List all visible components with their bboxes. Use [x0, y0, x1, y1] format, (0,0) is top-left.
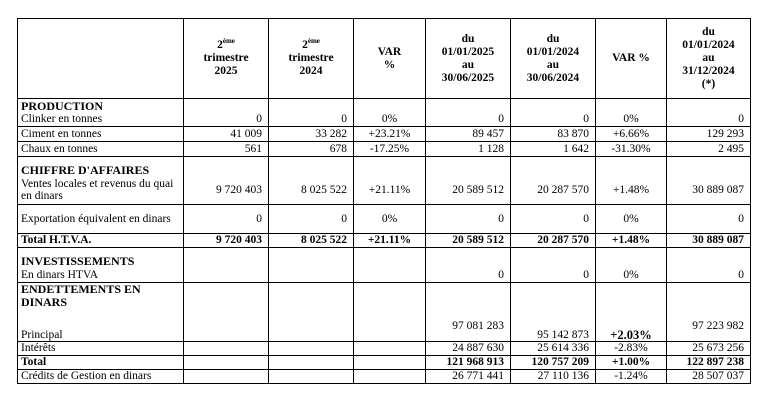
header-var-quarter: VAR % [354, 19, 426, 99]
cell-value: 0 [511, 205, 596, 234]
cell-value: 0 [269, 205, 354, 234]
cell-var: 0% [596, 205, 667, 234]
cell-value: 0 [667, 113, 751, 127]
header-q2-2025: 2ème trimestre 2025 [184, 19, 269, 99]
cell-value: 95 142 873 [511, 311, 596, 342]
cell-value: 122 897 238 [667, 356, 751, 370]
table-row [18, 127, 751, 142]
row-label: Total [18, 356, 184, 370]
cell-value: 8 025 522 [269, 177, 354, 205]
cell-value: 1 128 [426, 142, 511, 157]
row-label: Total H.T.V.A. [18, 234, 184, 248]
cell-value: 25 614 336 [511, 342, 596, 356]
cell-value: 0 [269, 113, 354, 127]
table-row [18, 177, 751, 205]
cell-value: 0 [511, 268, 596, 283]
cell-var: +1.00% [596, 356, 667, 370]
total-row [18, 356, 751, 370]
row-label: Crédits de Gestion en dinars [18, 370, 184, 384]
cell-value: 89 457 [426, 127, 511, 142]
table-row [18, 311, 751, 342]
cell-value: 9 720 403 [184, 177, 269, 205]
cell-value: 0 [426, 205, 511, 234]
cell-value: 83 870 [511, 127, 596, 142]
cell-value: 9 720 403 [184, 234, 269, 248]
table-row [18, 142, 751, 157]
cell-var: -17.25% [354, 142, 426, 157]
cell-value: 97 081 283 [426, 311, 511, 342]
header-q2-2024: 2ème trimestre 2024 [269, 19, 354, 99]
section-production [18, 99, 751, 113]
cell-value: 30 889 087 [667, 177, 751, 205]
header-var-half: VAR % [596, 19, 667, 99]
table-row [18, 370, 751, 384]
cell-value: 20 589 512 [426, 234, 511, 248]
cell-var: -31.30% [596, 142, 667, 157]
row-label: Chaux en tonnes [18, 142, 184, 157]
cell-value: 1 642 [511, 142, 596, 157]
cell-var: -2.83% [596, 342, 667, 356]
cell-var: +21.11% [354, 234, 426, 248]
cell-value: 41 009 [184, 127, 269, 142]
cell-var: +6.66% [596, 127, 667, 142]
cell-var: 0% [596, 268, 667, 283]
cell-var: 0% [354, 113, 426, 127]
cell-var: +1.48% [596, 177, 667, 205]
cell-value: 129 293 [667, 127, 751, 142]
section-chiffre-affaires [18, 157, 751, 177]
section-endettements [18, 283, 751, 311]
cell-var: +23.21% [354, 127, 426, 142]
cell-value: 28 507 037 [667, 370, 751, 384]
header-h1-2024: du 01/01/2024 au 30/06/2024 [511, 19, 596, 99]
cell-var: 0% [354, 205, 426, 234]
cell-value: 0 [511, 113, 596, 127]
header-year-2024: du 01/01/2024 au 31/12/2024 (*) [667, 19, 751, 99]
section-title: ENDETTEMENTS EN DINARS [18, 283, 184, 311]
cell-value: 8 025 522 [269, 234, 354, 248]
row-label: Exportation équivalent en dinars [18, 205, 184, 234]
cell-value: 120 757 209 [511, 356, 596, 370]
cell-var: +1.48% [596, 234, 667, 248]
cell-value: 25 673 256 [667, 342, 751, 356]
cell-value: 678 [269, 142, 354, 157]
cell-value: 97 223 982 [667, 311, 751, 342]
cell-var: +21.11% [354, 177, 426, 205]
cell-value: 33 282 [269, 127, 354, 142]
cell-value: 26 771 441 [426, 370, 511, 384]
cell-value: 20 287 570 [511, 234, 596, 248]
cell-value: 20 287 570 [511, 177, 596, 205]
cell-value: 30 889 087 [667, 234, 751, 248]
section-investissements [18, 248, 751, 268]
cell-value: 2 495 [667, 142, 751, 157]
cell-var: 0% [596, 113, 667, 127]
cell-var: +2.03% [596, 311, 667, 342]
cell-value: 20 589 512 [426, 177, 511, 205]
cell-value: 27 110 136 [511, 370, 596, 384]
row-label: Intérêts [18, 342, 184, 356]
cell-value: 0 [184, 113, 269, 127]
table-row [18, 113, 751, 127]
row-label: Clinker en tonnes [18, 113, 184, 127]
cell-value: 0 [667, 268, 751, 283]
row-label: Ventes locales et revenus du quai en dinars [18, 177, 184, 205]
indicators-table [17, 18, 751, 384]
header-h1-2025: du 01/01/2025 au 30/06/2025 [426, 19, 511, 99]
cell-value: 561 [184, 142, 269, 157]
section-title: INVESTISSEMENTS [18, 248, 184, 268]
cell-value: 0 [426, 113, 511, 127]
section-title: PRODUCTION [18, 99, 184, 113]
section-title: CHIFFRE D'AFFAIRES [18, 157, 184, 177]
table-row [18, 205, 751, 234]
cell-var: -1.24% [596, 370, 667, 384]
row-label: Principal [18, 311, 184, 342]
cell-value: 0 [184, 205, 269, 234]
cell-value: 0 [426, 268, 511, 283]
cell-value: 24 887 630 [426, 342, 511, 356]
row-label: En dinars HTVA [18, 268, 184, 283]
table-row [18, 342, 751, 356]
header-row [18, 19, 751, 99]
row-label: Ciment en tonnes [18, 127, 184, 142]
header-empty-cell [18, 19, 184, 99]
table-row [18, 268, 751, 283]
cell-value: 0 [667, 205, 751, 234]
cell-value: 121 968 913 [426, 356, 511, 370]
total-row [18, 234, 751, 248]
